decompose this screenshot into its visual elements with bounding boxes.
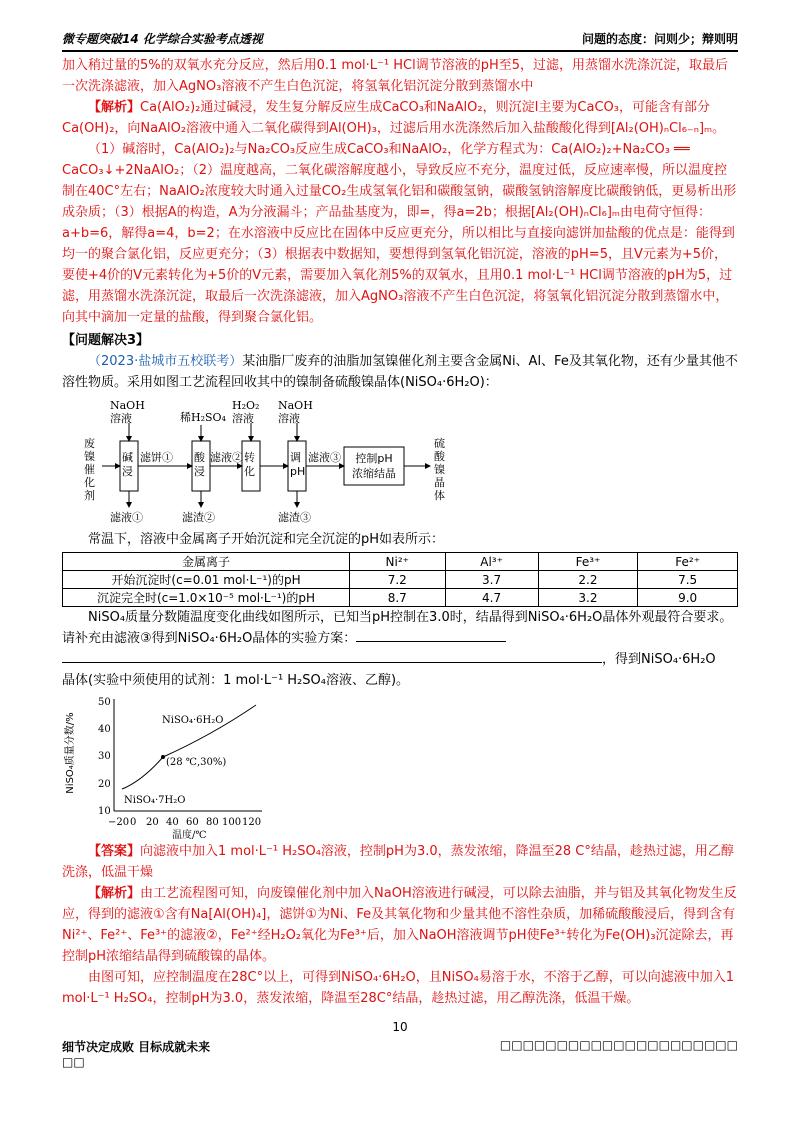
x-tick: 100 <box>222 817 242 828</box>
flow-input-1: NaOH 溶液 <box>110 399 145 425</box>
header-rule <box>62 50 738 52</box>
table-header-row <box>63 553 738 571</box>
y-tick: 30 <box>98 751 111 762</box>
process-flowchart <box>62 393 738 529</box>
table-head-cell: Ni²⁺ <box>350 553 446 571</box>
point-label: (28 ℃,30%) <box>166 757 227 768</box>
flow-box-label-2: 酸浸 <box>194 451 205 478</box>
table-head-cell: Al³⁺ <box>445 553 538 571</box>
table-cell: 3.2 <box>538 589 638 607</box>
flow-box-label-3: 转化 <box>244 451 255 478</box>
explanation-text: 由工艺流程图可知，向废镍催化剂中加入NaOH溶液进行碱浸，可以除去油脂，并与铝及其氧化物发生反应，得到的滤液①含有Na[Al(OH)₄]，滤饼①为Ni、Fe及其氧化物和少量其他不溶性杂质，加稀硫酸酸浸后，得到含有Ni²⁺、Fe²⁺、Fe³⁺的滤液②，Fe²⁺经H₂O₂氧化为Fe³⁺后，加入NaOH溶液调节pH使Fe³⁺转化为Fe(OH)₃沉淀除去，再控制pH浓缩结晶得到硫酸镍的晶体。 <box>62 886 737 964</box>
table-head-cell: 金属离子 <box>63 553 350 571</box>
footer-right: □□□□□□□□□□□□□□□□□□□□□ <box>499 1038 738 1052</box>
section-title: 【问题解决3】 <box>62 333 150 348</box>
table-cell: 3.7 <box>445 571 538 589</box>
answer-blank-1[interactable] <box>356 641 506 642</box>
answer-text: 向滤液中加入1 mol·L⁻¹ H₂SO₄溶液，控制pH为3.0，蒸发浓缩，降温至28 C°结晶，趁热过滤，用乙醇洗涤，低温干燥 <box>62 844 734 880</box>
table-intro: 常温下，溶液中金属离子开始沉淀和完全沉淀的pH如表所示： <box>88 532 445 547</box>
flow-box-label-1: 碱浸 <box>122 451 133 478</box>
y-tick: 10 <box>98 806 111 817</box>
table-cell: 8.7 <box>350 589 446 607</box>
question-text: 某油脂厂废弃的油脂加氢镍催化剂主要含金属Ni、Al、Fe及其氧化物，还有少量其他不溶性物质。采用如图工艺流程回收其中的镍制备硫酸镍晶体(NiSO₄·6H₂O)： <box>62 354 738 390</box>
flow-arrow-label-2: 滤液② <box>210 451 243 464</box>
x-tick: 40 <box>166 817 179 828</box>
y-axis-label: NiSO₄质量分数/% <box>65 712 76 794</box>
x-axis-label: 温度/℃ <box>172 830 207 841</box>
flow-arrow-label-1: 滤饼① <box>140 451 173 464</box>
x-tick: 80 <box>206 817 219 828</box>
question-part2-line2 <box>62 649 738 670</box>
table-cell: 7.2 <box>350 571 446 589</box>
table-head-cell: Fe²⁺ <box>638 553 738 571</box>
x-tick: 120 <box>242 817 262 828</box>
footer-left-line1: 细节决定成败 目标成就未来 <box>62 1040 211 1054</box>
question-intro <box>62 351 738 393</box>
y-tick: 40 <box>98 724 111 735</box>
upper-curve <box>163 705 256 757</box>
header-left: 微专题突破14 化学综合实验考点透视 <box>62 32 263 46</box>
flow-end-label: 硫酸镍晶体 <box>434 437 445 502</box>
question-part2-reagents: 晶体(实验中须使用的试剂：1 mol·L⁻¹ H₂SO₄溶液、乙醇)。 <box>62 673 410 688</box>
flow-output-1: 滤液① <box>110 511 143 524</box>
question-source: （2023·盐城市五校联考） <box>88 354 243 369</box>
page-content <box>62 55 738 1009</box>
flowchart-svg <box>82 393 482 529</box>
table-row <box>63 571 738 589</box>
page-footer <box>62 1038 738 1069</box>
table-cell: 4.7 <box>445 589 538 607</box>
x-tick: 60 <box>186 817 199 828</box>
explanation-tag: 【解析】 <box>88 886 141 901</box>
y-tick: 50 <box>98 697 111 708</box>
flow-arrow-label-4: 滤液③ <box>308 451 341 464</box>
flow-input-4: NaOH 溶液 <box>278 399 313 425</box>
solubility-graph <box>62 691 738 841</box>
answer-paragraph <box>62 841 738 883</box>
table-cell: 9.0 <box>638 589 738 607</box>
ph-table <box>62 552 738 607</box>
upper-curve-label: NiSO₄·6H₂O <box>162 715 224 726</box>
table-cell: 开始沉淀时(c=0.01 mol·L⁻¹)的pH <box>63 571 350 589</box>
graph-svg <box>62 691 282 841</box>
question-part2-text: NiSO₄质量分数随温度变化曲线如图所示，已知当pH控制在3.0时，结晶得到NiSO₄·6H₂O晶体外观最符合要求。请补充由滤液③得到NiSO₄·6H₂O晶体的实验方案： <box>62 610 733 646</box>
explanation-paragraph-2: 由图可知，应控制温度在28C°以上，可得到NiSO₄·6H₂O，且NiSO₄易溶于水，不溶于乙醇，可以向滤液中加入1 mol·L⁻¹ H₂SO₄，控制pH为3.0，蒸发浓缩，降温至28C°结晶，趁热过滤，用乙醇洗涤，低温干燥。 <box>62 970 735 1006</box>
page-number: 10 <box>392 1020 408 1034</box>
x-tick: 20 <box>146 817 159 828</box>
flow-output-3: 滤渣③ <box>278 511 311 524</box>
lower-curve-label: NiSO₄·7H₂O <box>124 795 186 806</box>
flow-start-label: 废镍催化剂 <box>84 437 95 502</box>
analysis-text: Ca(AlO₂)₂通过碱浸，发生复分解反应生成CaCO₃和NaAlO₂，则沉淀Ⅰ主要为CaCO₃，可能含有部分Ca(OH)₂，向NaAlO₂溶液中通入二氧化碳得到Al(OH)₃，过滤后用水洗涤然后加入盐酸酸化得到[Al₂(OH)ₙCl₆₋ₙ]ₘ。 <box>62 100 726 136</box>
table-row <box>63 589 738 607</box>
flow-output-2: 滤渣② <box>182 511 215 524</box>
flow-input-3: H₂O₂ 溶液 <box>232 399 260 425</box>
x-tick: 0 <box>130 817 137 828</box>
flow-box-label-5: 控制pH 浓缩结晶 <box>352 452 396 480</box>
answer-continued: 加入稍过量的5%的双氧水充分反应，然后用0.1 mol·L⁻¹ HCl调节溶液的pH至5，过滤，用蒸馏水洗涤沉淀，取最后一次洗涤滤液，加入AgNO₃溶液不产生白色沉淀，将氢氧化铝沉淀分散到蒸馏水中 <box>62 58 729 94</box>
header-right: 问题的态度：问则少；辩则明 <box>581 32 738 46</box>
transition-point <box>161 755 165 759</box>
footer-left-line2: □□ <box>62 1055 85 1069</box>
table-head-cell: Fe³⁺ <box>538 553 638 571</box>
x-tick: −20 <box>108 817 130 828</box>
flow-box-label-4: 调pH <box>290 451 306 478</box>
analysis-detail: （1）碱溶时，Ca(AlO₂)₂与Na₂CO₃反应生成CaCO₃和NaAlO₂，化学方程式为：Ca(AlO₂)₂+Na₂CO₃ ══ CaCO₃↓+2NaAlO₂；（2）温度越高，二氧化碳溶解度越小，导致反应不充分，温度过低，反应速率慢，所以温度控制在40C°左右；NaAlO₂浓度较大时通入过量CO₂生成氢氧化铝和碳酸氢钠，碳酸氢钠溶解度比碳酸钠低，更易析出形成杂质；（3）根据A的构造，A为分液漏斗；产品盐基度为，即=，得a=2b；根据[Al₂(OH)ₙCl₆]ₘ由电荷守恒得：a+b=6，解得a=4，b=2；在水溶液中反应比在固体中反应更充分，所以相比与直接向滤饼加盐酸的优点是：能得到均一的聚合氯化铝，反应更充分；（3）根据表中数据知，要想得到氢氧化铝沉淀，溶液的pH=5，且V元素为+5价，要使+4价的V元素转化为+5价的V元素，需要加入氧化剂5%的双氧水，且用0.1 mol·L⁻¹ HCl调节溶液的pH为5，过滤，用蒸馏水洗涤沉淀，取最后一次洗涤滤液，加入AgNO₃溶液不产生白色沉淀，将氢氧化铝沉淀分散到蒸馏水中，向其中滴加一定量的盐酸，得到聚合氯化铝。 <box>62 142 737 325</box>
flow-input-2: 稀H₂SO₄ <box>180 411 226 424</box>
table-cell: 2.2 <box>538 571 638 589</box>
table-cell: 7.5 <box>638 571 738 589</box>
table-cell: 沉淀完全时(c=1.0×10⁻⁵ mol·L⁻¹)的pH <box>63 589 350 607</box>
question-part2-tail: ，得到NiSO₄·6H₂O <box>602 652 716 667</box>
page-header <box>62 30 738 48</box>
lower-curve <box>122 757 163 789</box>
answer-blank-2[interactable] <box>62 662 602 663</box>
y-tick: 20 <box>98 779 111 790</box>
answer-tag: 【答案】 <box>88 844 141 859</box>
question-part2 <box>62 607 738 649</box>
analysis-tag: 【解析】 <box>88 100 141 115</box>
explanation-paragraph <box>62 883 738 967</box>
analysis-paragraph <box>62 97 738 139</box>
